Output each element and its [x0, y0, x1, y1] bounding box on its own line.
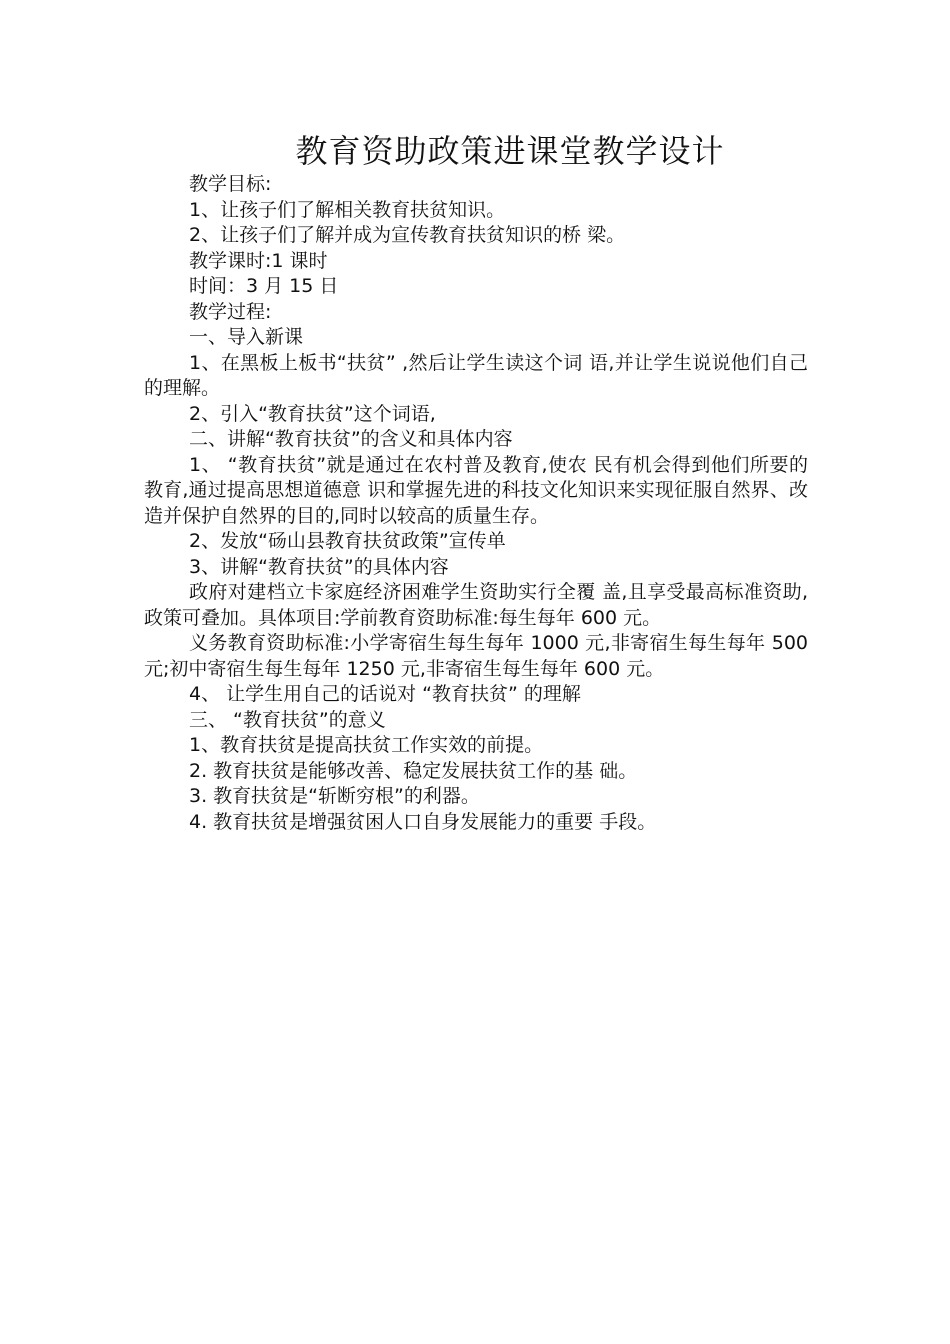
- paragraph: 2、发放“砀山县教育扶贫政策”宣传单: [189, 530, 506, 552]
- paragraph: 义务教育资助标准:小学寄宿生每生每年 1000 元,非寄宿生每生每年 500 元;初中寄宿生每生每年 1250 元,非寄宿生每生每年 600 元。: [144, 632, 808, 680]
- paragraph: 二、讲解“教育扶贫”的含义和具体内容: [189, 428, 513, 450]
- paragraph: 1、在黑板上板书“扶贫” ,然后让学生读这个词 语,并让学生说说他们自己的理解。: [144, 351, 808, 399]
- paragraph: 3. 教育扶贫是“斩断穷根”的利器。: [189, 785, 480, 807]
- paragraph: 1、 “教育扶贫”就是通过在农村普及教育,使农 民有机会得到他们所要的教育,通过提高思想道德意 识和掌握先进的科技文化知识来实现征服自然界、改 造并保护自然界的目的,同时以较高的质量生存。: [144, 453, 808, 527]
- paragraph: 4、 让学生用自己的话说对 “教育扶贫” 的理解: [189, 683, 581, 705]
- paragraph: 教学目标:: [189, 173, 272, 195]
- paragraph: 教学课时:1 课时: [189, 249, 328, 272]
- document-body: [144, 172, 808, 835]
- paragraph: 三、 “教育扶贫”的意义: [189, 708, 386, 731]
- paragraph: 教学过程:: [189, 300, 272, 323]
- paragraph: 3、讲解“教育扶贫”的具体内容: [189, 555, 449, 578]
- paragraph: 2. 教育扶贫是能够改善、稳定发展扶贫工作的基 础。: [189, 759, 638, 782]
- paragraph: 1、让孩子们了解相关教育扶贫知识。: [189, 198, 506, 221]
- paragraph: 2、让孩子们了解并成为宣传教育扶贫知识的桥 梁。: [189, 224, 626, 246]
- document-title: 教育资助政策进课堂教学设计: [295, 132, 725, 170]
- paragraph: 4. 教育扶贫是增强贫困人口自身发展能力的重要 手段。: [189, 810, 657, 833]
- paragraph: 2、引入“教育扶贫”这个词语,: [189, 402, 436, 425]
- paragraph: 政府对建档立卡家庭经济困难学生资助实行全覆 盖,且享受最高标准资助,政策可叠加。具体项目:学前教育资助标准:每生每年 600 元。: [144, 581, 808, 629]
- paragraph: 1、教育扶贫是提高扶贫工作实效的前提。: [189, 734, 544, 756]
- paragraph: 时间：3 月 15 日: [189, 275, 339, 297]
- paragraph: 一、导入新课: [189, 326, 304, 348]
